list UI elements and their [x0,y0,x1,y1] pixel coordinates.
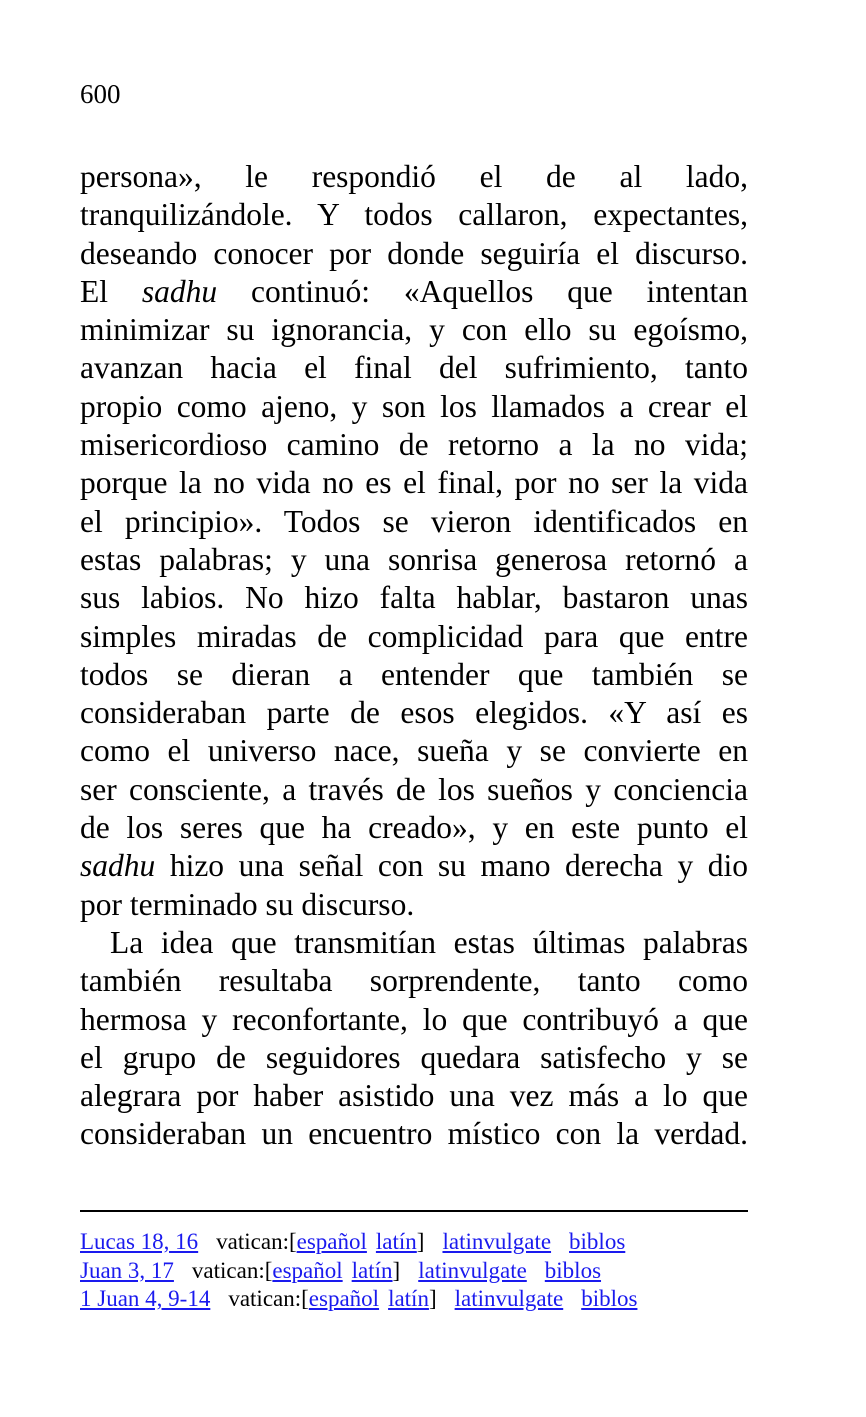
text-line: La idea que transmitían estas últimas palabras [110,924,748,960]
espanol-link[interactable]: español [272,1257,343,1283]
text-line: como el universo nace, sueña y se convierte en [80,733,748,769]
vatican-label: vatican:[ [228,1286,309,1312]
footnote-divider [80,1210,748,1212]
text-line: el grupo de seguidores quedara satisfecho y se [80,1039,748,1075]
page-number: 600 [80,79,121,109]
reference-link[interactable]: 1 Juan 4, 9-14 [80,1286,211,1312]
close-bracket: ] [416,1229,425,1254]
biblos-link[interactable]: biblos [581,1286,638,1312]
footnote-row [80,1285,780,1314]
close-bracket: ] [428,1286,437,1312]
footnotes [80,1228,780,1314]
latinvulgate-link[interactable]: latinvulgate [418,1257,527,1283]
close-bracket: ] [392,1257,401,1283]
text-line: misericordioso camino de retorno a la no vida; [80,427,748,463]
text-line: propio como ajeno, y son los llamados a crear el [80,388,748,424]
text-line: avanzan hacia el final del sufrimiento, tanto [80,350,748,386]
biblos-link[interactable]: biblos [544,1257,602,1283]
body-text [80,158,748,1154]
text-line: todos se dieran a entender que también se [80,656,748,692]
text-line: alegrara por haber asistido una vez más a lo que [80,1078,748,1114]
espanol-link[interactable]: español [296,1229,367,1254]
text-line: por terminado su discurso. [80,886,415,922]
reference-link[interactable]: Lucas 18, 16 [80,1229,199,1254]
latin-link[interactable]: latín [388,1286,429,1312]
text-line: persona», le respondió el de al lado, [80,159,748,194]
vatican-label: vatican:[ [216,1229,297,1254]
text-line: de los seres que ha creado», y en este punto el [80,810,748,846]
text-line: deseando conocer por donde seguiría el discurso. [80,235,748,271]
text-line: ser consciente, a través de los sueños y conciencia [80,771,748,807]
text-line: simples miradas de complicidad para que entre [80,618,748,654]
footnote-row [80,1228,780,1257]
espanol-link[interactable]: español [308,1286,380,1312]
italic-term: sadhu [80,848,156,884]
text-line: consideraban parte de esos elegidos. «Y así es [80,695,748,731]
text-line: hermosa y reconfortante, lo que contribuyó a que [80,1001,748,1037]
text-line: porque la no vida no es el final, por no ser la vida [80,465,748,501]
biblos-link[interactable]: biblos [569,1229,626,1254]
text-line: estas palabras; y una sonrisa generosa retornó a [80,541,748,577]
text-line: tranquilizándole. Y todos callaron, expectantes, [80,197,748,233]
text-line: El sadhu continuó: «Aquellos que intentan [80,273,748,309]
text-line: sadhu hizo una señal con su mano derecha y dio [80,848,748,884]
text-line: el principio». Todos se vieron identificados en [80,503,748,539]
footnote-row [80,1257,780,1286]
reference-link[interactable]: Juan 3, 17 [80,1257,174,1283]
latinvulgate-link[interactable]: latinvulgate [454,1286,564,1312]
latinvulgate-link[interactable]: latinvulgate [442,1229,552,1254]
text-line: minimizar su ignorancia, y con ello su egoísmo, [80,312,748,348]
vatican-label: vatican:[ [191,1257,273,1283]
italic-term: sadhu [141,273,218,309]
text-line: también resultaba sorprendente, tanto como [80,963,748,999]
latin-link[interactable]: latín [375,1229,417,1254]
text-line: sus labios. No hizo falta hablar, bastaron unas [80,580,748,616]
latin-link[interactable]: latín [351,1257,393,1283]
text-line: consideraban un encuentro místico con la verdad. [80,1116,748,1152]
